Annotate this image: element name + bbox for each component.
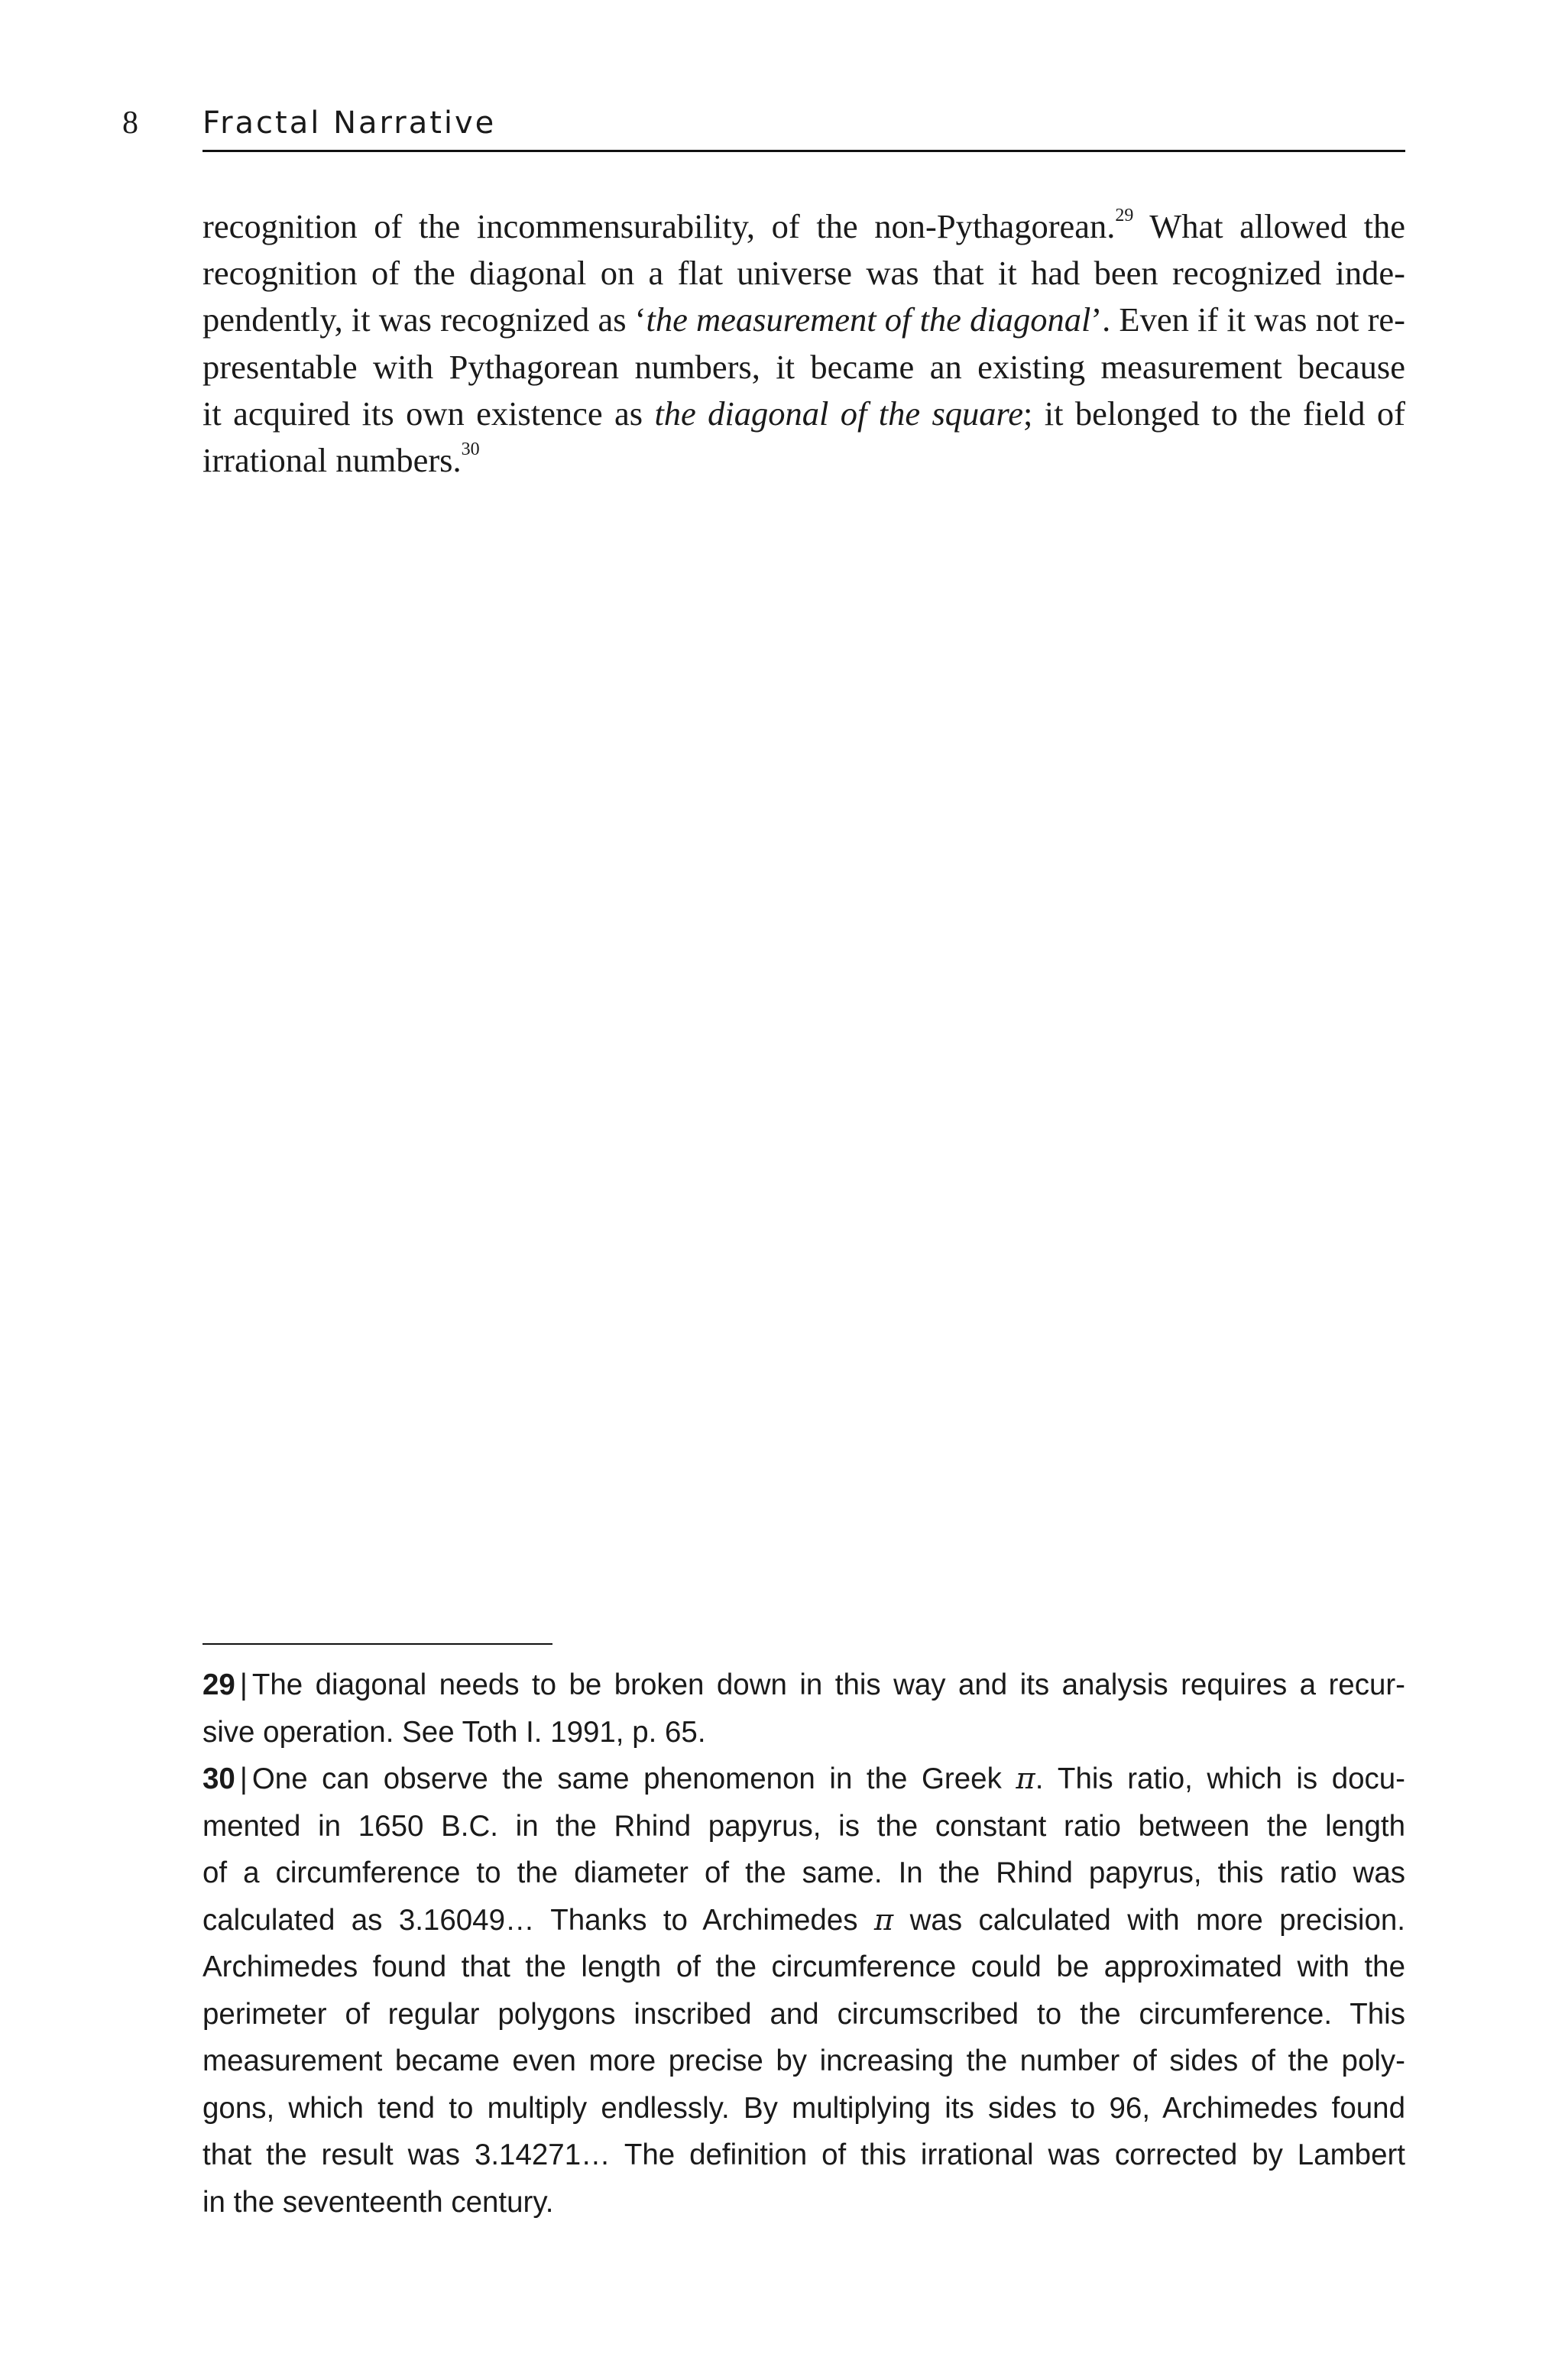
- footnotes: [203, 1662, 1405, 2226]
- pi-symbol: π: [873, 1902, 894, 1937]
- footnote-line: mented in 1650 B.C. in the Rhind papyrus, is the constant ratio between the length: [203, 1809, 1405, 1843]
- pi-symbol: π: [1016, 1762, 1035, 1796]
- footnote-line: measurement became even more precise by increasing the number of sides of the poly-: [203, 2044, 1405, 2077]
- footnote-line: Archimedes found that the length of the circumference could be approximated with the: [203, 1950, 1405, 1983]
- footnote-30: [203, 1756, 1405, 2226]
- footnote-separator: |: [239, 1668, 248, 1701]
- body-line: irrational numbers.$^{30}$: [203, 439, 480, 479]
- header-rule: [203, 150, 1405, 152]
- footnote-line: 30 | One can observe the same phenomenon in the Greek π. This ratio, which is docu-: [203, 1762, 1405, 1796]
- footnote-reference-29[interactable]: 29: [1115, 206, 1134, 226]
- body-paragraph: [203, 203, 1405, 484]
- body-line: recognition of the diagonal on a flat universe was that it had been recognized inde-: [203, 254, 1405, 293]
- footnote-line: in the seventeenth century.: [203, 2185, 554, 2219]
- footnote-rule: [203, 1643, 552, 1645]
- footnote-29: [203, 1662, 1405, 1756]
- footnote-line: sive operation. See Toth I. 1991, p. 65.: [203, 1715, 706, 1749]
- footnote-reference-30[interactable]: 30: [461, 439, 480, 460]
- page-number: 8: [122, 105, 138, 141]
- footnote-number: 29: [203, 1668, 235, 1701]
- running-title: Fractal Narrative: [203, 105, 497, 141]
- running-header: [122, 99, 1406, 153]
- footnote-number: 30: [203, 1762, 235, 1795]
- footnote-separator: |: [239, 1762, 248, 1795]
- body-line: it acquired its own existence as the diagonal of the square; it belonged to the field of: [203, 394, 1405, 433]
- footnote-line: 29 | The diagonal needs to be broken down in this way and its analysis requires a recur-: [203, 1668, 1405, 1701]
- body-line: recognition of the incommensurability, of the non-Pythagorean.$^{29}$ What allowed the: [203, 206, 1406, 245]
- body-line: presentable with Pythagorean numbers, it became an existing measurement because: [203, 347, 1405, 386]
- footnote-line: of a circumference to the diameter of the same. In the Rhind papyrus, this ratio was: [203, 1856, 1405, 1889]
- footnote-line: that the result was 3.14271… The definition of this irrational was corrected by Lambert: [203, 2138, 1405, 2171]
- italic-phrase: the diagonal of the square: [654, 394, 1023, 433]
- footnote-line: perimeter of regular polygons inscribed and circumscribed to the circumference. This: [203, 1997, 1405, 2031]
- footnote-line: calculated as 3.16049… Thanks to Archimedes π was calculated with more precision.: [203, 1902, 1405, 1937]
- body-line: pendently, it was recognized as ‘the measurement of the diagonal’. Even if it was not re-: [203, 300, 1405, 339]
- italic-phrase: the measurement of the diagonal: [646, 300, 1091, 339]
- footnote-line: gons, which tend to multiply endlessly. By multiplying its sides to 96, Archimedes found: [203, 2091, 1405, 2125]
